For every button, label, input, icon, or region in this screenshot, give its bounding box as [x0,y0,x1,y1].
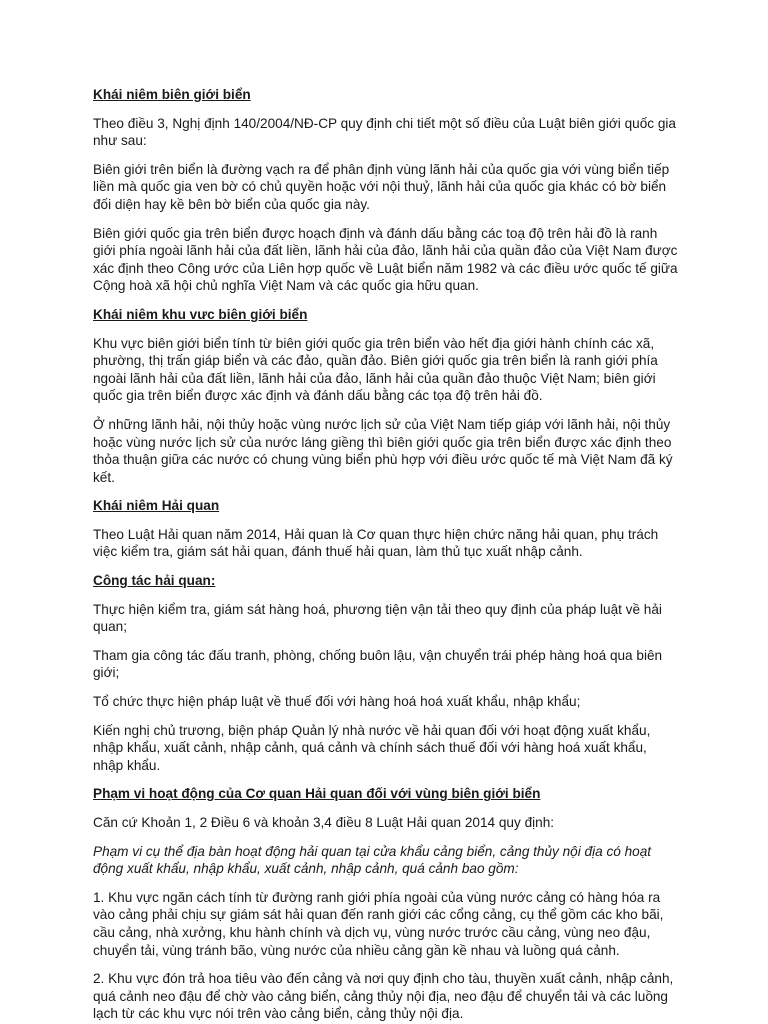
paragraph: Kiến nghị chủ trương, biện pháp Quản lý nhà nước về hải quan đối với hoạt động xuất khẩu, nhập khẩu, xuất cảnh, nhập cảnh, quá cảnh và chính sách thuế đối với hàng hoá xuất khẩu, nhập khẩu. [93,722,651,773]
section-heading-border-area: Khái niêm khu vưc biên giới biển [93,306,308,322]
italic-paragraph: Phạm vi cụ thể địa bàn hoạt động hải quan tại cửa khẩu cảng biển, cảng thủy nội địa có hoạt động xuất khẩu, nhập khẩu, xuất cảnh, nhập cảnh, quá cảnh bao gồm: [93,843,652,877]
section-heading-customs: Khái niêm Hải quan [93,498,220,514]
paragraph: Thực hiện kiểm tra, giám sát hàng hoá, phương tiện vận tải theo quy định của pháp luật về hải quan; [93,601,662,635]
list-item: 1. Khu vực ngăn cách tính từ đường ranh giới phía ngoài của vùng nước cảng có hàng hóa ra vào cảng phải chịu sự giám sát hải quan đến ranh giới các cổng cảng, cụ thể gồm các kho bãi, cầu cảng, nhà xưởng, khu hành chính và dịch vụ, vùng nước trước cầu cảng, vùng neo đậu, chuyển tải, vùng tránh bão, vùng nước của nhiều cảng gần kề nhau và luồng quá cảnh. [93,889,664,958]
paragraph: Theo Luật Hải quan năm 2014, Hải quan là Cơ quan thực hiện chức năng hải quan, phụ trách việc kiểm tra, giám sát hải quan, đánh thuế hải quan, làm thủ tục xuất nhập cảnh. [93,526,659,560]
document-body [93,86,680,1023]
section-heading-customs-work: Công tác hải quan: [93,573,216,589]
paragraph: Theo điều 3, Nghị định 140/2004/NĐ-CP quy định chi tiết một số điều của Luật biên giới quốc gia như sau: [93,115,676,149]
paragraph: Tổ chức thực hiện pháp luật về thuế đối với hàng hoá hoá xuất khẩu, nhập khẩu; [93,694,581,710]
section-heading-scope: Phạm vi hoạt động của Cơ quan Hải quan đối với vùng biên giới biển [93,786,541,802]
paragraph: Ở những lãnh hải, nội thủy hoặc vùng nước lịch sử của Việt Nam tiếp giáp với lãnh hải, nội thủy hoặc vùng nước lịch sử của nước láng giềng thì biên giới quốc gia trên biển được xác định theo thỏa thuận giữa các nước có chung vùng biển phù hợp với điều ước quốc tế mà Việt Nam đã ký kết. [93,416,673,485]
paragraph: Biên giới trên biển là đường vạch ra để phân định vùng lãnh hải của quốc gia với vùng biển tiếp liền mà quốc gia ven bờ có chủ quyền hoặc với nội thuỷ, lãnh hải của quốc gia khác có bờ biển đối diện hay kề bên bờ biển của quốc gia này. [93,161,670,212]
paragraph: Biên giới quốc gia trên biển được hoạch định và đánh dấu bằng các toạ độ trên hải đồ là ranh giới phía ngoài lãnh hải của đất liền, lãnh hải của đảo, lãnh hải của quần đảo của Việt Nam được xác định theo Công ước của Liên hợp quốc về Luật biển năm 1982 và các điều ước quốc tế giữa Cộng hoà xã hội chủ nghĩa Việt Nam và các quốc gia hữu quan. [93,225,678,294]
section-heading-maritime-border: Khái niêm biên giới biển [93,87,251,102]
paragraph: Khu vực biên giới biển tính từ biên giới quốc gia trên biển vào hết địa giới hành chính các xã, phường, thị trấn giáp biển và các đảo, quần đảo. Biên giới quốc gia trên biển là ranh giới phía ngoài lãnh hải của đất liền, lãnh hải của đảo, lãnh hải của quần đảo thuộc Việt Nam; biên giới quốc gia trên biển được xác định và đánh dấu bằng các tọa độ trên hải đồ. [93,335,658,404]
paragraph: Tham gia công tác đấu tranh, phòng, chống buôn lậu, vận chuyển trái phép hàng hoá qua biên giới; [93,647,663,681]
paragraph: Căn cứ Khoản 1, 2 Điều 6 và khoản 3,4 điều 8 Luật Hải quan 2014 quy định: [93,815,555,830]
list-item: 2. Khu vực đón trả hoa tiêu vào đến cảng và nơi quy định cho tàu, thuyền xuất cảnh, nhập cảnh, quá cảnh neo đậu để chờ vào cảng biển, cảng thủy nội địa, neo đậu để chuyển tải và các luồng lạch từ các khu vực nói trên vào cảng biển, cảng thủy nội địa. [93,971,674,1022]
